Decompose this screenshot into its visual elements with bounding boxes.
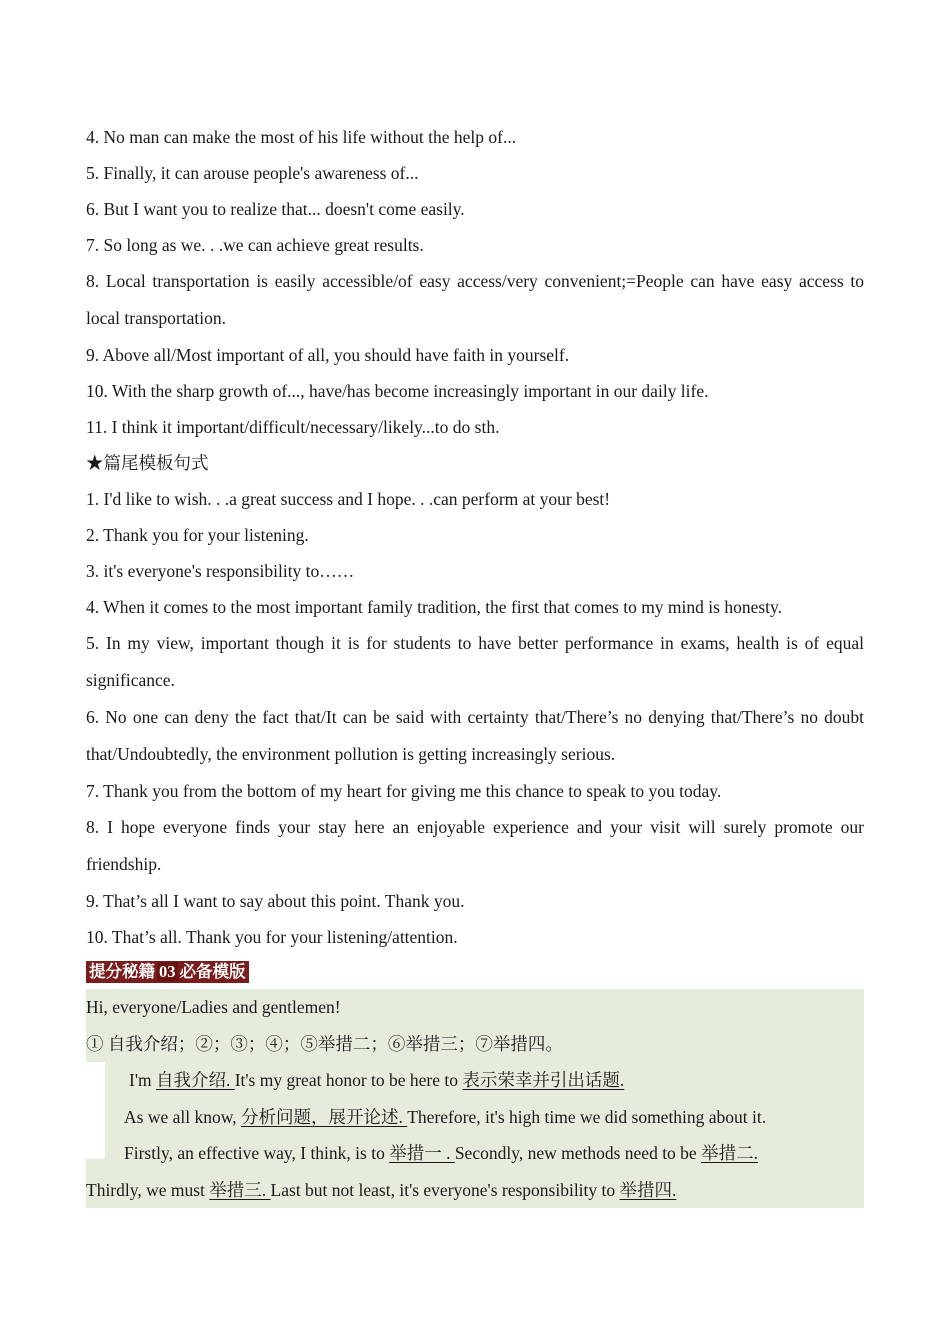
template-text: Thirdly, we must	[86, 1179, 210, 1200]
list-item: 7. Thank you from the bottom of my heart for giving me this chance to speak to you today.	[86, 781, 722, 801]
list-item: 10. That’s all. Thank you for your listening/attention.	[86, 927, 458, 947]
tip-badge-number: 03	[159, 962, 176, 981]
template-blank: 分析问题，展开论述.	[240, 1106, 408, 1127]
list-item: 6. But I want you to realize that... doesn't come easily.	[86, 199, 465, 219]
template-greeting: Hi, everyone/Ladies and gentlemen!	[86, 997, 341, 1017]
template-blank: 举措二.	[701, 1143, 758, 1163]
list-item: 9. That’s all I want to say about this point. Thank you.	[86, 891, 465, 911]
list-item: 2. Thank you for your listening.	[86, 525, 309, 545]
template-text: As we all know,	[124, 1106, 241, 1127]
list-item: 7. So long as we. . .we can achieve great results.	[86, 235, 424, 255]
list-item: 10. With the sharp growth of..., have/has become increasingly important in our daily life.	[86, 381, 709, 401]
section-title-ending: ★篇尾模板句式	[86, 453, 209, 473]
list-item: 9. Above all/Most important of all, you should have faith in yourself.	[86, 345, 570, 365]
list-item: 8. I hope everyone finds your stay here an enjoyable experience and your visit will surely promote our friendship.	[86, 817, 864, 874]
template-blank: 表示荣幸并引出话题.	[462, 1070, 625, 1090]
tip-heading	[86, 955, 864, 989]
template-blank: 举措四.	[619, 1179, 677, 1200]
template-text: It's my great honor to be here to	[234, 1070, 463, 1090]
document-page	[86, 119, 864, 1208]
tip-badge-prefix: 提分秘籍	[89, 962, 155, 981]
template-text: Last but not least, it's everyone's responsibility to	[270, 1179, 620, 1200]
template-line	[86, 1172, 864, 1209]
list-item: 1. I'd like to wish. . .a great success and I hope. . .can perform at your best!	[86, 489, 611, 509]
template-blank: 举措一 .	[389, 1143, 455, 1163]
tip-badge	[86, 961, 249, 983]
template-line	[86, 1099, 864, 1136]
template-box	[86, 989, 864, 1208]
list-item: 5. In my view, important though it is for students to have better performance in exams, health is of equal significance.	[86, 633, 864, 690]
template-line	[86, 1062, 864, 1099]
template-outline: ① 自我介绍；②；③；④；⑤举措二；⑥举措三；⑦举措四。	[86, 1033, 563, 1054]
list-item: 3. it's everyone's responsibility to……	[86, 561, 355, 581]
template-line	[86, 1135, 864, 1172]
template-blank: 举措三.	[209, 1179, 271, 1200]
list-item: 4. No man can make the most of his life without the help of...	[86, 127, 517, 147]
list-item: 11. I think it important/difficult/necessary/likely...to do sth.	[86, 417, 500, 437]
list-item: 8. Local transportation is easily accessible/of easy access/very convenient;=People can have easy access to local transportation.	[86, 271, 864, 328]
template-box-cutout	[86, 1062, 105, 1159]
list-item: 6. No one can deny the fact that/It can be said with certainty that/There’s no denying that/There’s no doubt that/Undoubtedly, the environment pollution is getting increasingly serious.	[86, 707, 864, 764]
list-item: 4. When it comes to the most important family tradition, the first that comes to my mind is honesty.	[86, 597, 783, 617]
template-text: Firstly, an effective way, I think, is to	[124, 1143, 390, 1163]
template-blank: 自我介绍.	[155, 1070, 235, 1090]
tip-badge-suffix: 必备模版	[179, 962, 246, 981]
template-text: Therefore, it's high time we did something about it.	[407, 1106, 767, 1127]
list-item: 5. Finally, it can arouse people's awareness of...	[86, 163, 419, 183]
template-text: I'm	[129, 1070, 156, 1090]
template-text: Secondly, new methods need to be	[454, 1143, 702, 1163]
